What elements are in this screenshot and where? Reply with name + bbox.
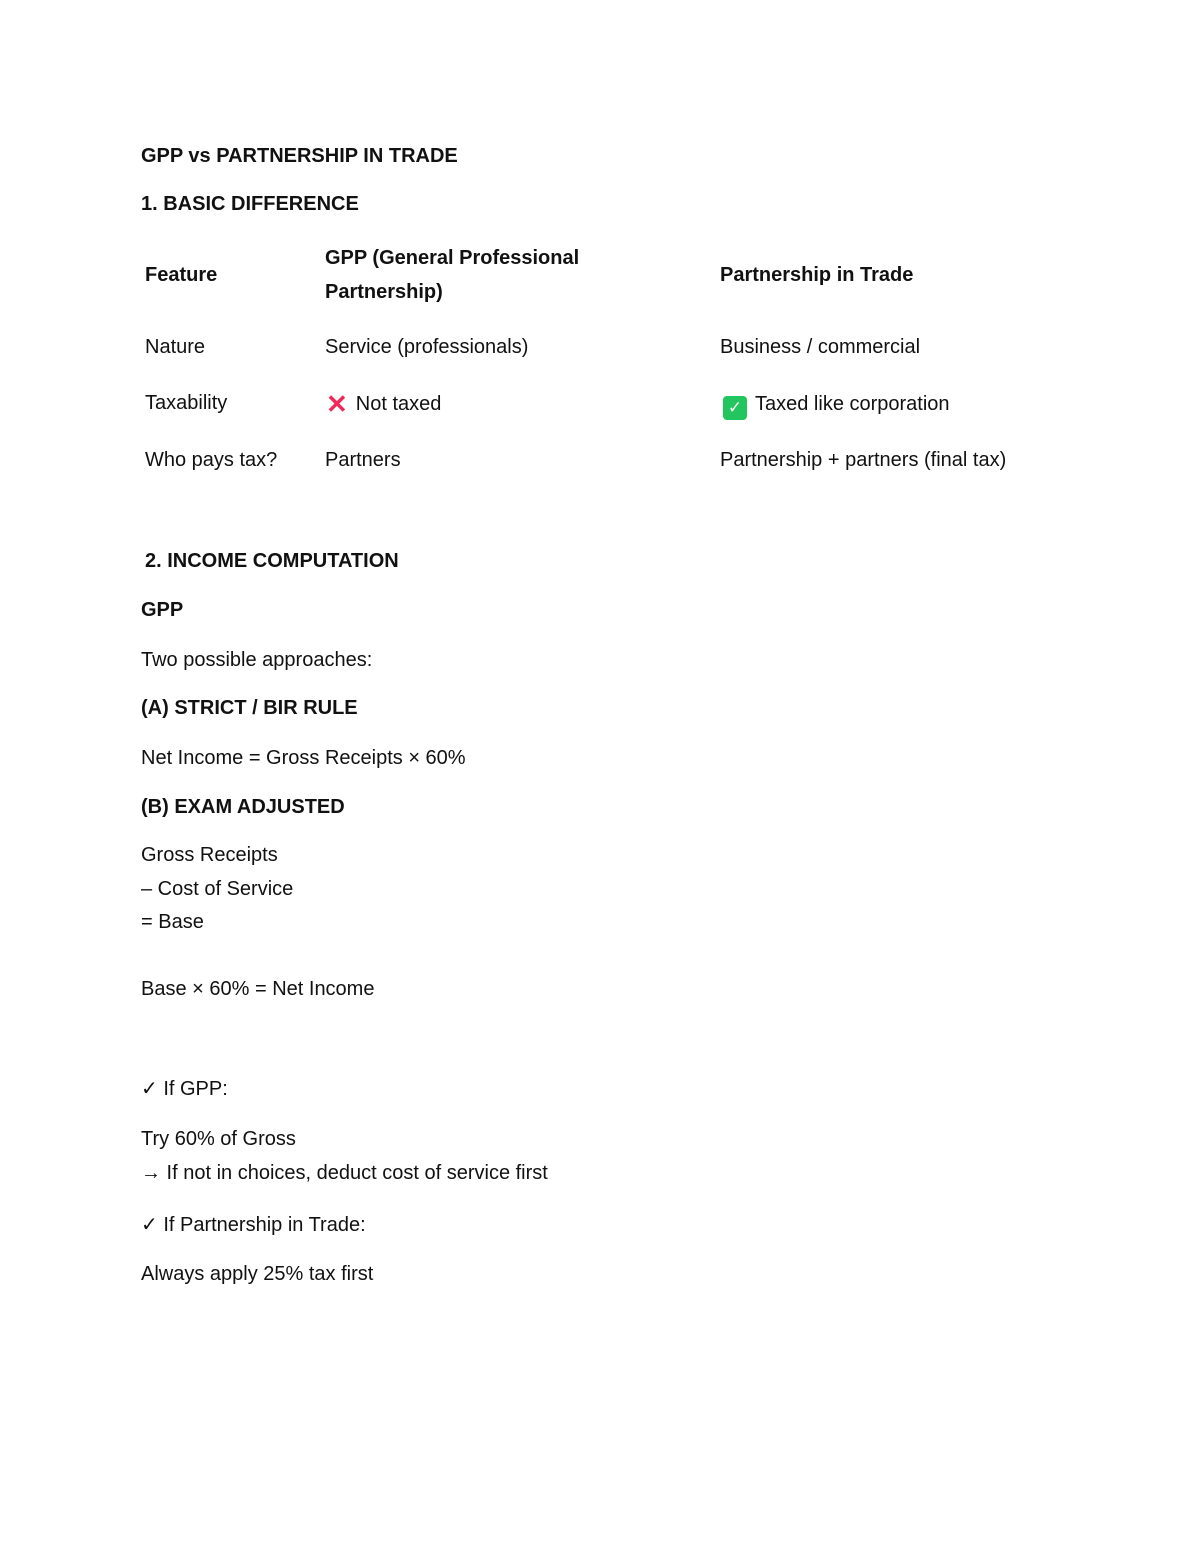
- table-cell-feature: Nature: [145, 336, 206, 358]
- section-heading-income-computation: 2. INCOME COMPUTATION: [145, 550, 399, 572]
- cell-text: Not taxed: [355, 393, 442, 415]
- table-header-gpp-line2: Partnership): [325, 281, 443, 303]
- table-cell-feature: Who pays tax?: [145, 449, 278, 471]
- cell-text: Taxed like corporation: [755, 393, 950, 415]
- table-header-feature: Feature: [145, 264, 218, 286]
- cross-mark-icon: ✕: [326, 389, 348, 419]
- tip-trade-heading: ✓ If Partnership in Trade:: [141, 1214, 366, 1236]
- table-cell-gpp: [326, 389, 442, 419]
- section-heading-basic-difference: 1. BASIC DIFFERENCE: [141, 193, 359, 215]
- table-cell-trade: Partnership + partners (final tax): [720, 449, 1007, 471]
- approach-b-line: – Cost of Service: [141, 878, 294, 900]
- approach-b-heading: (B) EXAM ADJUSTED: [141, 796, 345, 818]
- table-cell-trade: [723, 392, 950, 420]
- table-cell-gpp: Service (professionals): [325, 336, 529, 358]
- approach-a-heading: (A) STRICT / BIR RULE: [141, 697, 358, 719]
- check-box-icon: ✓: [723, 396, 747, 420]
- intro-text: Two possible approaches:: [141, 649, 373, 671]
- approach-b-line: Gross Receipts: [141, 844, 278, 866]
- document-title: GPP vs PARTNERSHIP IN TRADE: [141, 145, 458, 167]
- tip-gpp-heading: ✓ If GPP:: [141, 1078, 228, 1100]
- table-header-trade: Partnership in Trade: [720, 264, 914, 286]
- tip-trade-line: Always apply 25% tax first: [141, 1263, 374, 1285]
- table-cell-trade: Business / commercial: [720, 336, 921, 358]
- table-cell-feature: Taxability: [145, 392, 228, 414]
- approach-b-line: = Base: [141, 911, 204, 933]
- subheading-gpp: GPP: [141, 599, 184, 621]
- approach-b-formula: Base × 60% = Net Income: [141, 978, 375, 1000]
- table-cell-gpp: Partners: [325, 449, 401, 471]
- approach-a-formula: Net Income = Gross Receipts × 60%: [141, 747, 466, 769]
- table-header-gpp-line1: GPP (General Professional: [325, 247, 580, 269]
- tip-gpp-line: → If not in choices, deduct cost of service first: [141, 1162, 548, 1184]
- tip-gpp-line: Try 60% of Gross: [141, 1128, 296, 1150]
